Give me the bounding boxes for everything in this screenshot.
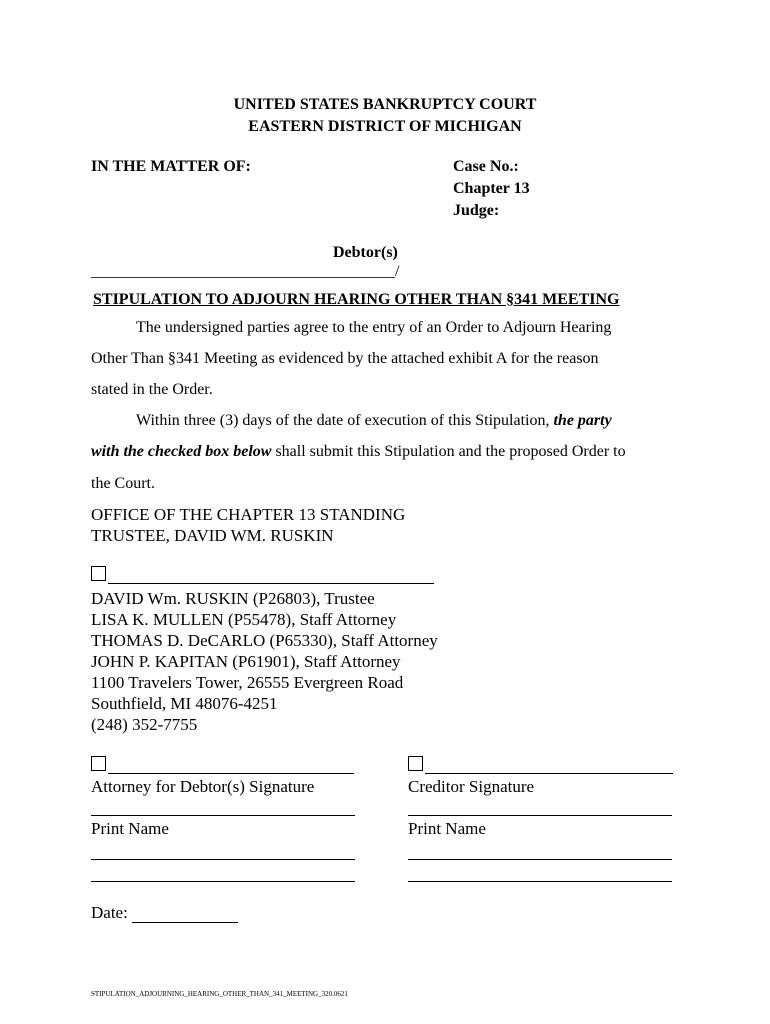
attorney-print-name-line[interactable] <box>91 799 355 816</box>
attorney-extra-row-2 <box>91 864 355 882</box>
body-paragraph-1-line-3: stated in the Order. <box>91 381 213 398</box>
body-paragraph-2-line-2 <box>91 436 626 467</box>
creditor-signature-label: Creditor Signature <box>408 777 535 796</box>
trustee-address-line-2: Southfield, MI 48076-4251 <box>91 694 278 713</box>
attorney-signature-label: Attorney for Debtor(s) Signature <box>91 777 315 796</box>
trustee-line-2: LISA K. MULLEN (P55478), Staff Attorney <box>91 610 397 629</box>
body-paragraph-2-line-3: the Court. <box>91 475 155 492</box>
body-paragraph-1-line-2: Other Than §341 Meeting as evidenced by the attached exhibit A for the reason <box>91 350 599 367</box>
attorney-print-name-label: Print Name <box>91 819 169 838</box>
trustee-line-1: DAVID Wm. RUSKIN (P26803), Trustee <box>91 589 375 608</box>
body-paragraph-1-line-1: The undersigned parties agree to the entry of an Order to Adjourn Hearing <box>136 319 612 336</box>
date-line[interactable] <box>132 906 238 923</box>
judge-label: Judge: <box>453 202 500 219</box>
trustee-phone: (248) 352-7755 <box>91 715 198 734</box>
attorney-checkbox[interactable] <box>91 756 106 771</box>
creditor-print-name-label: Print Name <box>408 819 486 838</box>
creditor-extra-row-1 <box>408 842 672 860</box>
attorney-extra-line-1[interactable] <box>91 843 355 860</box>
creditor-extra-line-1[interactable] <box>408 843 672 860</box>
chapter-label: Chapter 13 <box>453 180 530 197</box>
debtor-label: Debtor(s) <box>333 244 398 261</box>
creditor-print-name-row <box>408 798 672 816</box>
footer-form-id: STIPULATION_ADJOURNING_HEARING_OTHER_THAN_341_MEETING_320.0621 <box>91 990 348 998</box>
attorney-extra-line-2[interactable] <box>91 865 355 882</box>
trustee-line-4: JOHN P. KAPITAN (P61901), Staff Attorney <box>91 652 401 671</box>
trustee-signature-row <box>91 566 434 584</box>
document-title: STIPULATION TO ADJOURN HEARING OTHER THAN §341 MEETING <box>93 291 620 308</box>
trustee-checkbox[interactable] <box>91 566 106 581</box>
date-row <box>91 903 238 923</box>
court-name: UNITED STATES BANKRUPTCY COURT <box>233 96 537 113</box>
case-no-label: Case No.: <box>453 158 519 175</box>
creditor-print-name-line[interactable] <box>408 799 672 816</box>
emphasis-the-party: the party <box>553 412 612 429</box>
trustee-signature-line[interactable] <box>108 567 434 584</box>
emphasis-checked-box: with the checked box below <box>91 443 272 460</box>
creditor-checkbox[interactable] <box>408 756 423 771</box>
attorney-signature-line[interactable] <box>108 757 354 774</box>
date-label: Date: <box>91 903 133 922</box>
trustee-address-line-1: 1100 Travelers Tower, 26555 Evergreen Road <box>91 673 404 692</box>
trustee-line-3: THOMAS D. DeCARLO (P65330), Staff Attorney <box>91 631 438 650</box>
matter-label: IN THE MATTER OF: <box>91 158 251 175</box>
attorney-extra-row-1 <box>91 842 355 860</box>
court-district: EASTERN DISTRICT OF MICHIGAN <box>248 118 522 135</box>
caption-separator: ______________________________________/ <box>91 263 400 280</box>
creditor-signature-line[interactable] <box>425 757 673 774</box>
creditor-extra-line-2[interactable] <box>408 865 672 882</box>
body-paragraph-2-line-1 <box>136 405 612 436</box>
trustee-office-line-2: TRUSTEE, DAVID WM. RUSKIN <box>91 526 334 545</box>
paragraph-2-start: Within three (3) days of the date of execution of this Stipulation, <box>136 412 554 429</box>
creditor-signature-row <box>408 756 673 774</box>
trustee-office-line-1: OFFICE OF THE CHAPTER 13 STANDING <box>91 505 406 524</box>
creditor-extra-row-2 <box>408 864 672 882</box>
attorney-print-name-row <box>91 798 355 816</box>
attorney-signature-row <box>91 756 354 774</box>
paragraph-2-rest: shall submit this Stipulation and the proposed Order to <box>271 443 626 460</box>
